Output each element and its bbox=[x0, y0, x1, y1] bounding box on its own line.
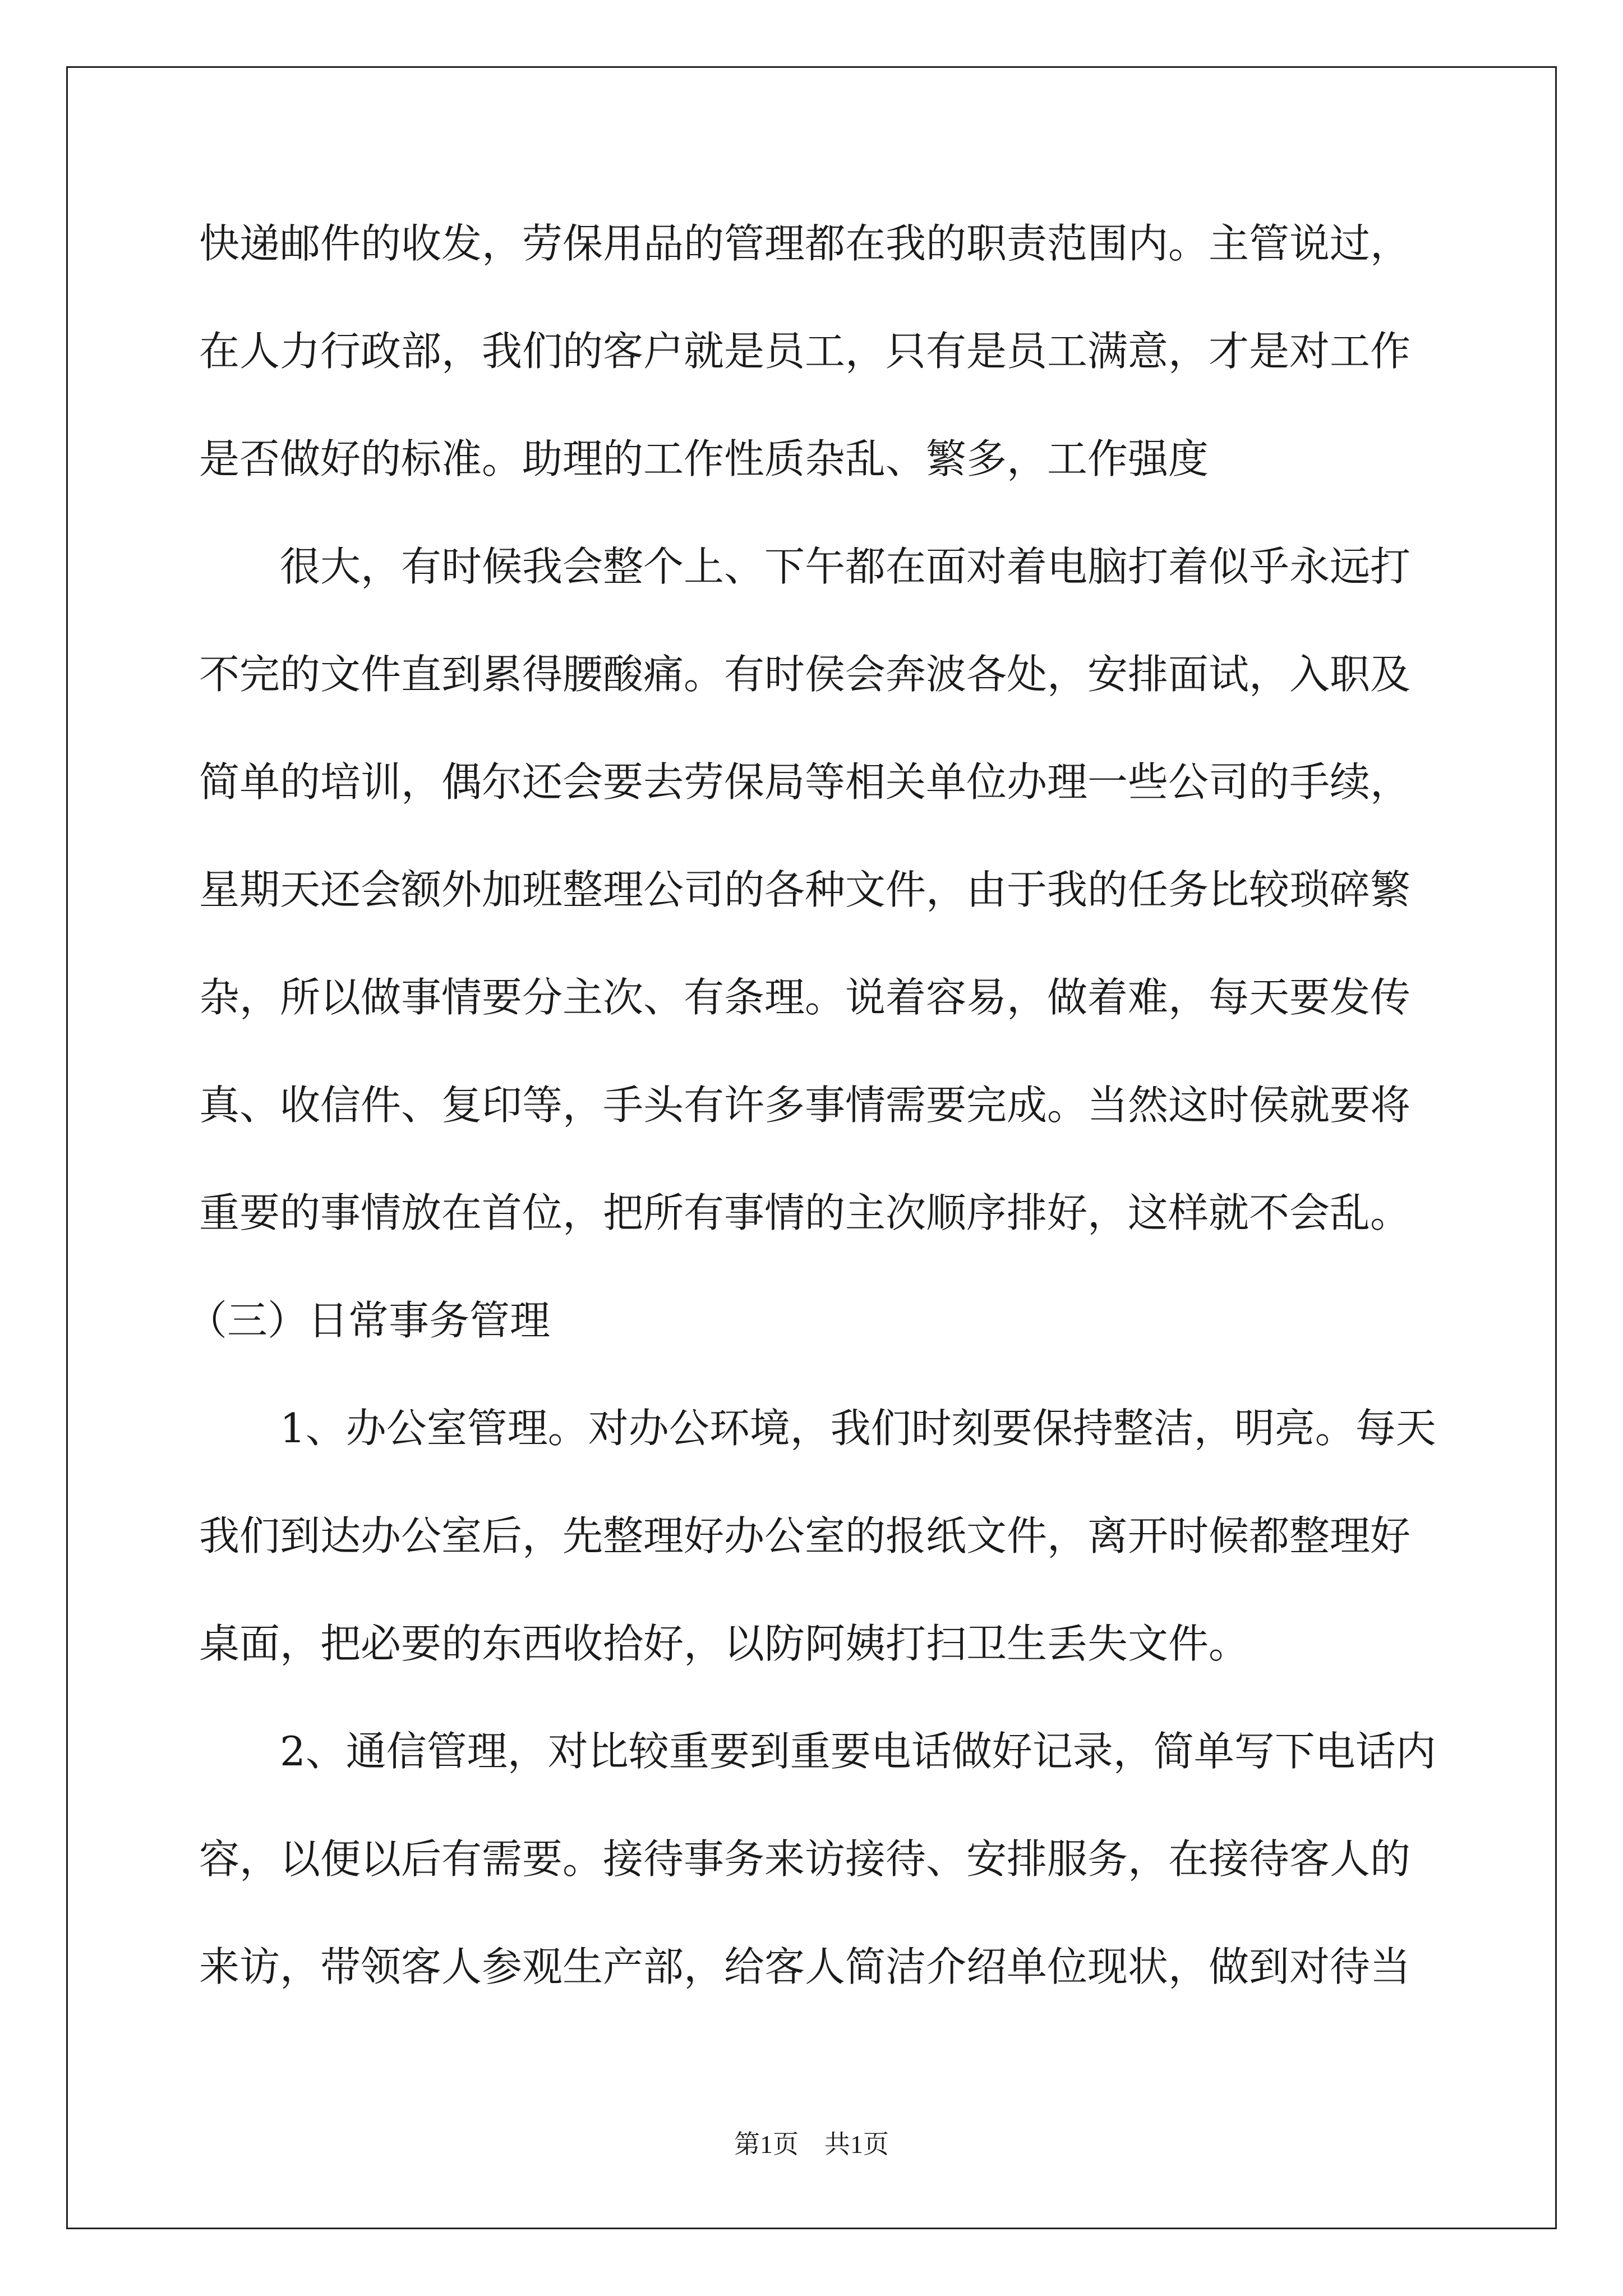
paragraph-start-line: 1、办公室管理。对办公环境，我们时刻要保持整洁，明亮。每天 bbox=[280, 1405, 1436, 1452]
text-line: 桌面，把必要的东西收拾好，以防阿姨打扫卫生丢失文件。 bbox=[199, 1620, 1249, 1667]
text-line: 不完的文件直到累得腰酸痛。有时侯会奔波各处，安排面试，入职及 bbox=[199, 651, 1411, 698]
text-line: 是否做好的标准。助理的工作性质杂乱、繁多，工作强度 bbox=[199, 435, 1209, 482]
text-line: 我们到达办公室后，先整理好办公室的报纸文件，离开时候都整理好 bbox=[199, 1512, 1411, 1559]
text-line: 重要的事情放在首位，把所有事情的主次顺序排好，这样就不会乱。 bbox=[199, 1189, 1411, 1236]
text-line: 星期天还会额外加班整理公司的各种文件，由于我的任务比较琐碎繁 bbox=[199, 866, 1411, 913]
text-line: 杂，所以做事情要分主次、有条理。说着容易，做着难，每天要发传 bbox=[199, 974, 1411, 1021]
text-line: 简单的培训，偶尔还会要去劳保局等相关单位办理一些公司的手续， bbox=[199, 758, 1411, 806]
text-line: 容，以便以后有需要。接待事务来访接待、安排服务，在接待客人的 bbox=[199, 1835, 1411, 1883]
section-heading: （三）日常事务管理 bbox=[187, 1297, 551, 1344]
paragraph-start-line: 2、通信管理，对比较重要到重要电话做好记录，简单写下电话内 bbox=[280, 1728, 1436, 1775]
paragraph-start-line: 很大，有时候我会整个上、下午都在面对着电脑打着似乎永远打 bbox=[280, 543, 1411, 590]
text-line: 在人力行政部，我们的客户就是员工，只有是员工满意，才是对工作 bbox=[199, 328, 1411, 375]
document-body bbox=[187, 190, 1436, 2021]
text-line: 真、收信件、复印等，手头有许多事情需要完成。当然这时侯就要将 bbox=[199, 1082, 1411, 1129]
text-line: 快递邮件的收发，劳保用品的管理都在我的职责范围内。主管说过， bbox=[199, 220, 1411, 267]
text-line: 来访，带领客人参观生产部，给客人简洁介绍单位现状，做到对待当 bbox=[199, 1943, 1411, 1990]
page-number-footer: 第1页 共1页 bbox=[734, 2130, 889, 2159]
